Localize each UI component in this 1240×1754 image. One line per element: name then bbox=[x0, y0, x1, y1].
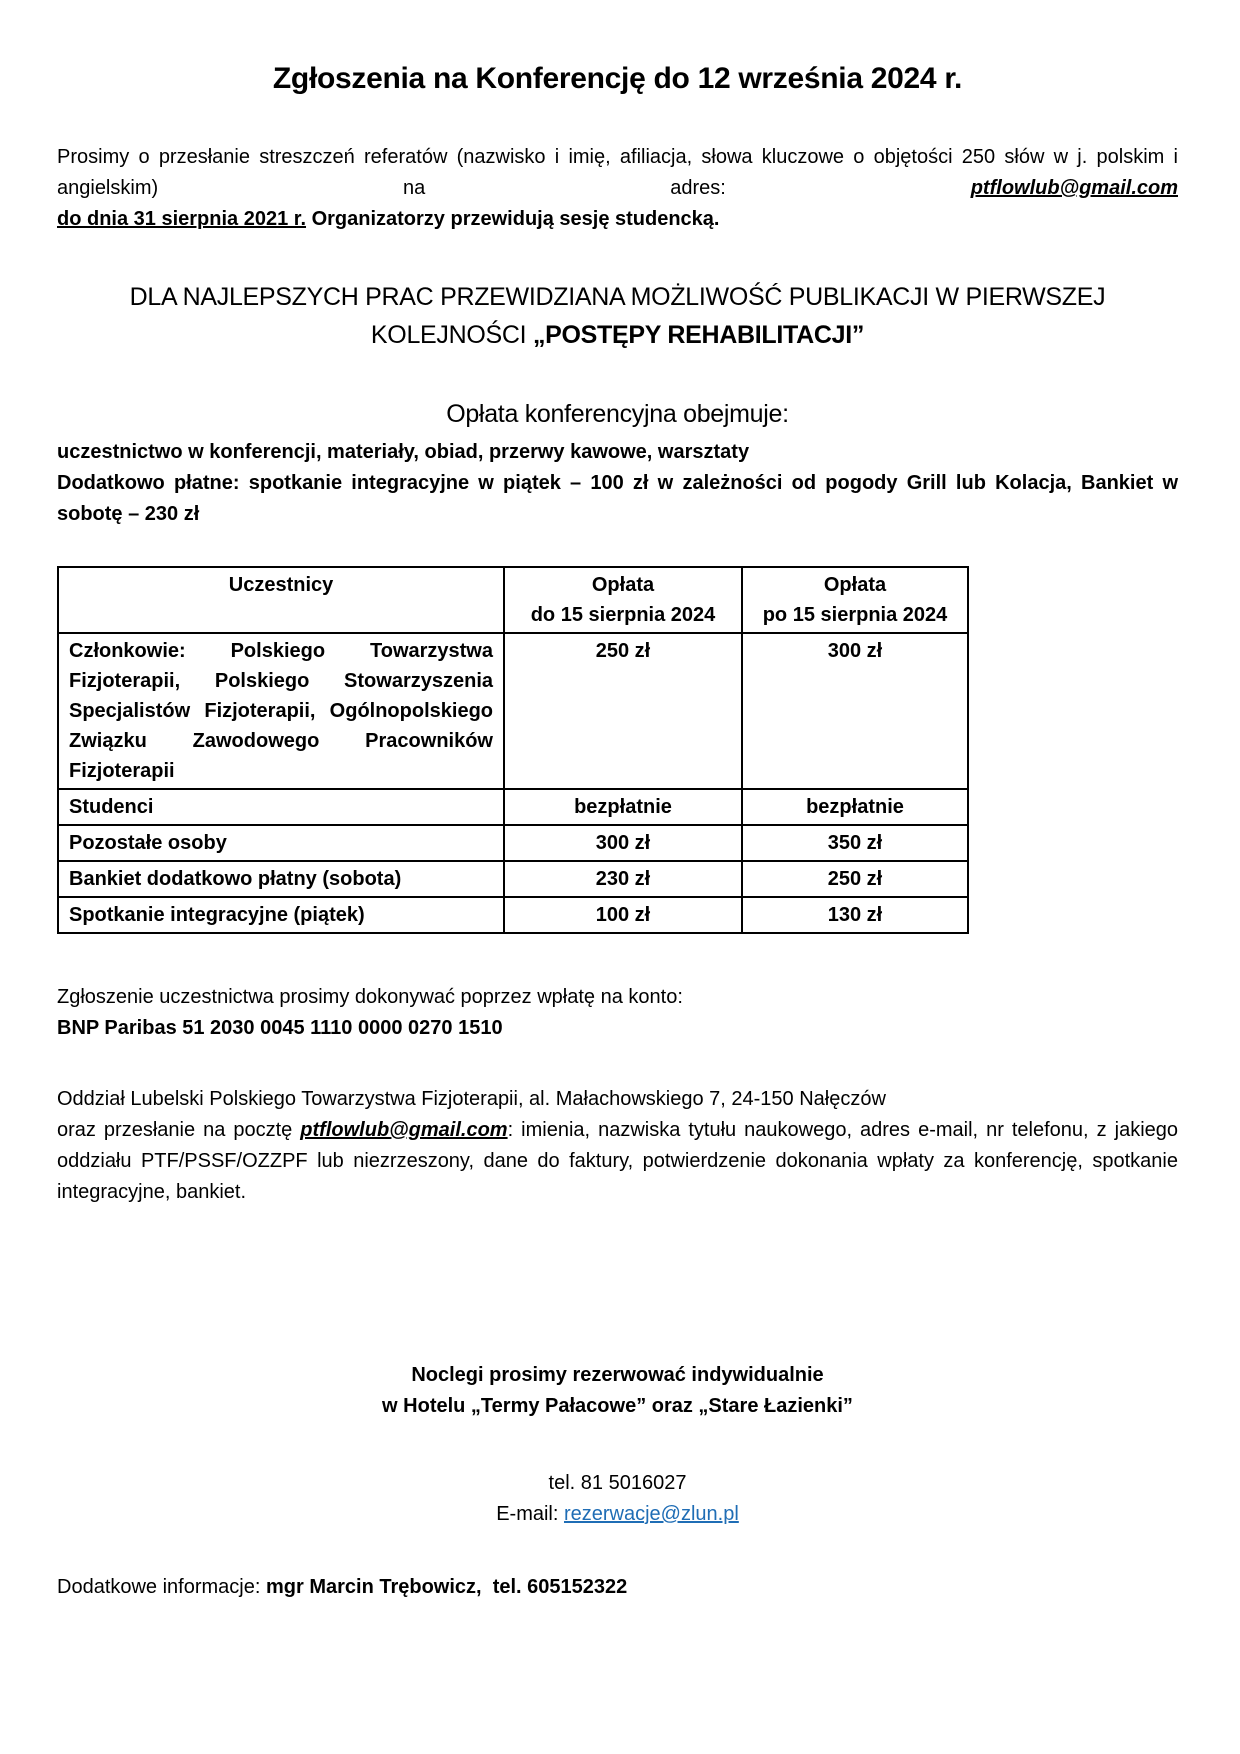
accommodation-line1: Noclegi prosimy rezerwować indywidualnie bbox=[411, 1364, 824, 1386]
reservation-phone: tel. 81 5016027 bbox=[548, 1472, 687, 1494]
table-row bbox=[58, 861, 968, 897]
table-header-line: Opłata bbox=[823, 574, 887, 596]
table-header-fee-late bbox=[742, 567, 968, 633]
fee-heading: Opłata konferencyjna obejmuje: bbox=[446, 400, 789, 428]
intro-text: Prosimy o przesłanie streszczeń referatów (nazwisko i imię, afiliacja, słowa kluczowe o objętości 250 słów w j. polskim i angielskim) na adres: bbox=[57, 146, 1178, 199]
accommodation-line2: w Hotelu „Termy Pałacowe” oraz „Stare Łazienki” bbox=[382, 1395, 853, 1417]
bank-account-number: BNP Paribas 51 2030 0045 1110 0000 0270 1510 bbox=[57, 1017, 503, 1039]
table-row bbox=[58, 633, 968, 789]
table-header-participants: Uczestnicy bbox=[58, 567, 504, 633]
table-header-row bbox=[58, 567, 968, 633]
table-cell-early-fee: 100 zł bbox=[504, 897, 742, 933]
table-header-line: po 15 sierpnia 2024 bbox=[762, 604, 948, 626]
submission-details-paragraph bbox=[57, 1115, 1178, 1208]
table-header-line: do 15 sierpnia 2024 bbox=[530, 604, 716, 626]
table-cell-late-fee: 300 zł bbox=[742, 633, 968, 789]
publication-text: DLA NAJLEPSZYCH PRAC PRZEWIDZIANA MOŻLIWOŚĆ PUBLIKACJI W PIERWSZEJ KOLEJNOŚCI bbox=[129, 283, 1106, 349]
additional-info-line bbox=[57, 1576, 1178, 1599]
intro-paragraph bbox=[57, 142, 1178, 204]
student-session-text: Organizatorzy przewidują sesję studencką. bbox=[306, 208, 720, 230]
table-cell-late-fee: 350 zł bbox=[742, 825, 968, 861]
table-cell-late-fee: 250 zł bbox=[742, 861, 968, 897]
table-cell-participants: Pozostałe osoby bbox=[58, 825, 504, 861]
reservation-email-line bbox=[57, 1499, 1178, 1530]
journal-name: „POSTĘPY REHABILITACJI” bbox=[532, 320, 865, 349]
table-cell-participants: Członkowie: Polskiego Towarzystwa Fizjoterapii, Polskiego Stowarzyszenia Specjalistów Fizjoterapii, Ogólnopolskiego Związku Zawodowego Pracowników Fizjoterapii bbox=[58, 633, 504, 789]
submission-email-link-2[interactable]: ptflowlub@gmail.com bbox=[300, 1119, 508, 1141]
table-row bbox=[58, 789, 968, 825]
fee-extra-line: Dodatkowo płatne: spotkanie integracyjne w piątek – 100 zł w zależności od pogody Grill lub Kolacja, Bankiet w sobotę – 230 zł bbox=[57, 472, 1178, 525]
organizer-address: Oddział Lubelski Polskiego Towarzystwa Fizjoterapii, al. Małachowskiego 7, 24-150 Nałęczów bbox=[57, 1088, 886, 1110]
table-header-fee-early bbox=[504, 567, 742, 633]
table-cell-early-fee: 250 zł bbox=[504, 633, 742, 789]
additional-info-label: Dodatkowe informacje: bbox=[57, 1576, 266, 1598]
reservation-email-link[interactable]: rezerwacje@zlun.pl bbox=[563, 1503, 739, 1525]
deadline-text: do dnia 31 sierpnia 2021 r. bbox=[57, 208, 307, 230]
intro-deadline-line bbox=[57, 204, 1178, 235]
table-cell-early-fee: 230 zł bbox=[504, 861, 742, 897]
details-text: oraz przesłanie na pocztę bbox=[57, 1119, 301, 1141]
table-cell-participants: Bankiet dodatkowo płatny (sobota) bbox=[58, 861, 504, 897]
accommodation-section bbox=[57, 1360, 1178, 1422]
contact-person: mgr Marcin Trębowicz, tel. 605152322 bbox=[265, 1576, 628, 1598]
publication-notice bbox=[57, 279, 1178, 354]
email-label: E-mail: bbox=[496, 1503, 564, 1525]
table-cell-late-fee: bezpłatnie bbox=[742, 789, 968, 825]
table-header-line: Opłata bbox=[591, 574, 655, 596]
fees-table bbox=[57, 566, 969, 934]
table-cell-early-fee: bezpłatnie bbox=[504, 789, 742, 825]
details-text: : imienia, nazwiska tytułu naukowego, adres e-mail, nr telefonu, z jakiego oddziału PTF/PSSF/OZZPF lub niezrzeszony, dane do faktury, potwierdzenie dokonania wpłaty za konferencję, spotkanie integracyjne, bankiet. bbox=[57, 1119, 1179, 1203]
payment-section bbox=[57, 982, 1178, 1044]
table-cell-participants: Studenci bbox=[58, 789, 504, 825]
payment-instruction: Zgłoszenie uczestnictwa prosimy dokonywać poprzez wpłatę na konto: bbox=[57, 986, 683, 1008]
table-cell-early-fee: 300 zł bbox=[504, 825, 742, 861]
table-row bbox=[58, 825, 968, 861]
page-title: Zgłoszenia na Konferencję do 12 września 2024 r. bbox=[272, 62, 963, 95]
reservation-contact-section bbox=[57, 1468, 1178, 1530]
fee-includes-line: uczestnictwo w konferencji, materiały, obiad, przerwy kawowe, warsztaty bbox=[57, 441, 750, 463]
table-row bbox=[58, 897, 968, 933]
table-cell-participants: Spotkanie integracyjne (piątek) bbox=[58, 897, 504, 933]
submission-email-link[interactable]: ptflowlub@gmail.com bbox=[970, 177, 1178, 199]
organizer-address-section bbox=[57, 1084, 1178, 1208]
table-cell-late-fee: 130 zł bbox=[742, 897, 968, 933]
